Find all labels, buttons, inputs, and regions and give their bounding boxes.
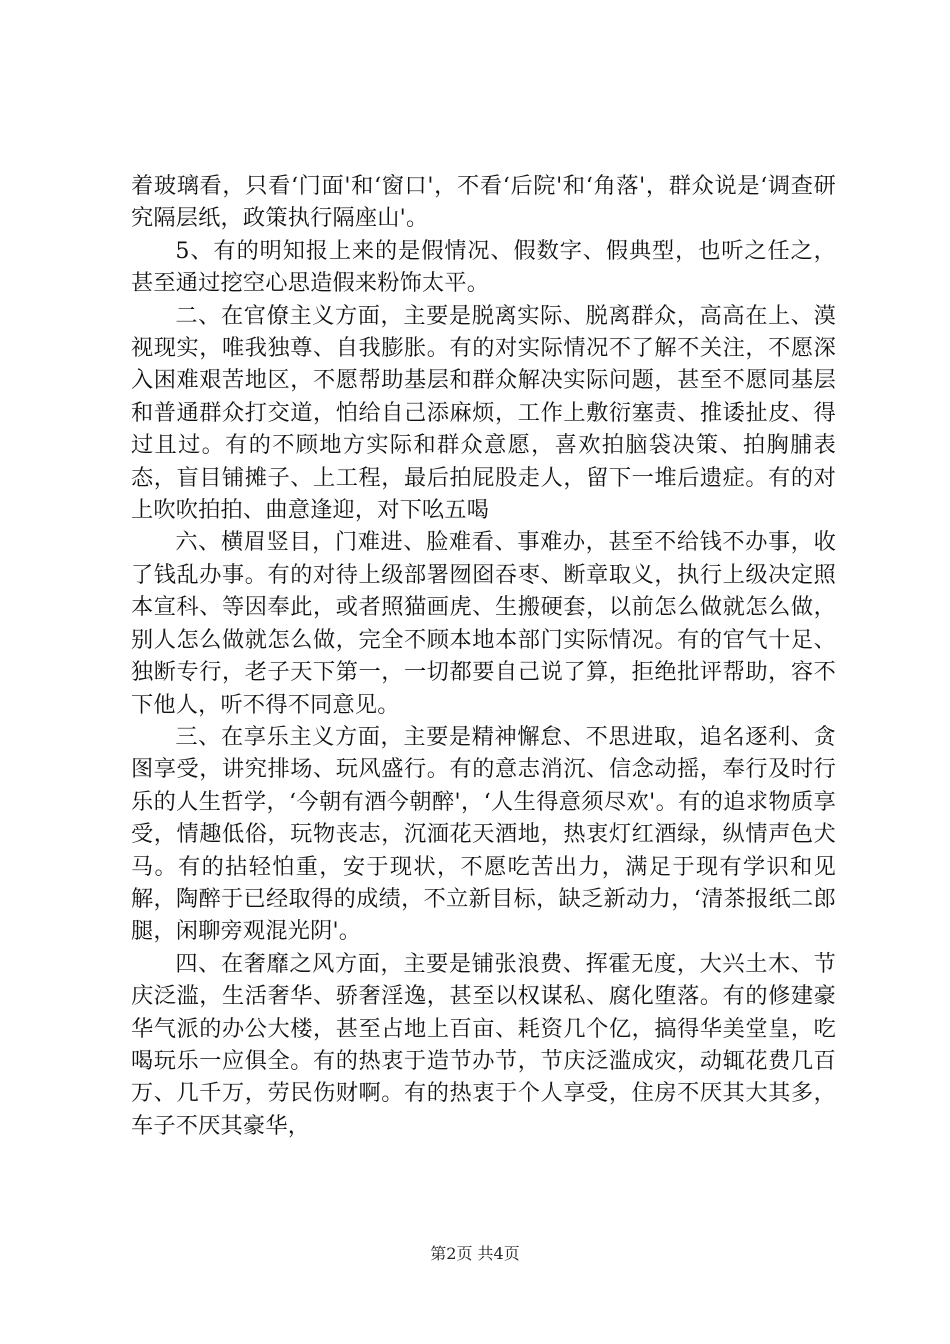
page-footer: 第2页 共4页 <box>430 1244 520 1263</box>
paragraph-hedonism: 三、在享乐主义方面，主要是精神懈怠、不思进取，追名逐利、贪图享受，讲究排场、玩风盛行。有的意志消沉、信念动摇，奉行及时行乐的人生哲学，‘今朝有酒今朝醉'，‘人生得意须尽欢'。有的追求物质享受，情趣低俗，玩物丧志，沉湎花天酒地，热衷灯红酒绿，纵情声色犬马。有的拈轻怕重，安于现状，不愿吃苦出力，满足于现有学识和见解，陶醉于已经取得的成绩，不立新目标，缺乏新动力，‘清茶报纸二郎腿，闲聊旁观混光阴'。 <box>131 723 836 945</box>
document-body <box>131 170 836 1142</box>
paragraph-bureaucratism: 二、在官僚主义方面，主要是脱离实际、脱离群众，高高在上、漠视现实，唯我独尊、自我膨胀。有的对实际情况不了解不关注，不愿深入困难艰苦地区，不愿帮助基层和群众解决实际问题，甚至不愿同基层和普通群众打交道，怕给自己添麻烦，工作上敷衍塞责、推诿扯皮、得过且过。有的不顾地方实际和群众意愿，喜欢拍脑袋决策、拍胸脯表态，盲目铺摊子、上工程，最后拍屁股走人，留下一堆后遗症。有的对上吹吹拍拍、曲意逢迎，对下吆五喝 <box>131 302 836 524</box>
paragraph-item-5: 5、有的明知报上来的是假情况、假数字、假典型，也听之任之，甚至通过挖空心思造假来粉饰太平。 <box>131 237 836 297</box>
paragraph-item-6: 六、横眉竖目，门难进、脸难看、事难办，甚至不给钱不办事，收了钱乱办事。有的对待上级部署囫囵吞枣、断章取义，执行上级决定照本宣科、等因奉此，或者照猫画虎、生搬硬套，以前怎么做就怎么做，别人怎么做就怎么做，完全不顾本地本部门实际情况。有的官气十足、独断专行，老子天下第一，一切都要自己说了算，拒绝批评帮助，容不下他人，听不得不同意见。 <box>131 529 836 718</box>
paragraph-extravagance: 四、在奢靡之风方面，主要是铺张浪费、挥霍无度，大兴土木、节庆泛滥，生活奢华、骄奢淫逸，甚至以权谋私、腐化堕落。有的修建豪华气派的办公大楼，甚至占地上百亩、耗资几个亿，搞得华美堂皇，吃喝玩乐一应俱全。有的热衷于造节办节，节庆泛滥成灾，动辄花费几百万、几千万，劳民伤财啊。有的热衷于个人享受，住房不厌其大其多，车子不厌其豪华， <box>131 950 836 1139</box>
paragraph-continuation: 着玻璃看，只看‘门面'和‘窗口'，不看‘后院'和‘角落'，群众说是‘调查研究隔层纸，政策执行隔座山'。 <box>131 173 836 232</box>
